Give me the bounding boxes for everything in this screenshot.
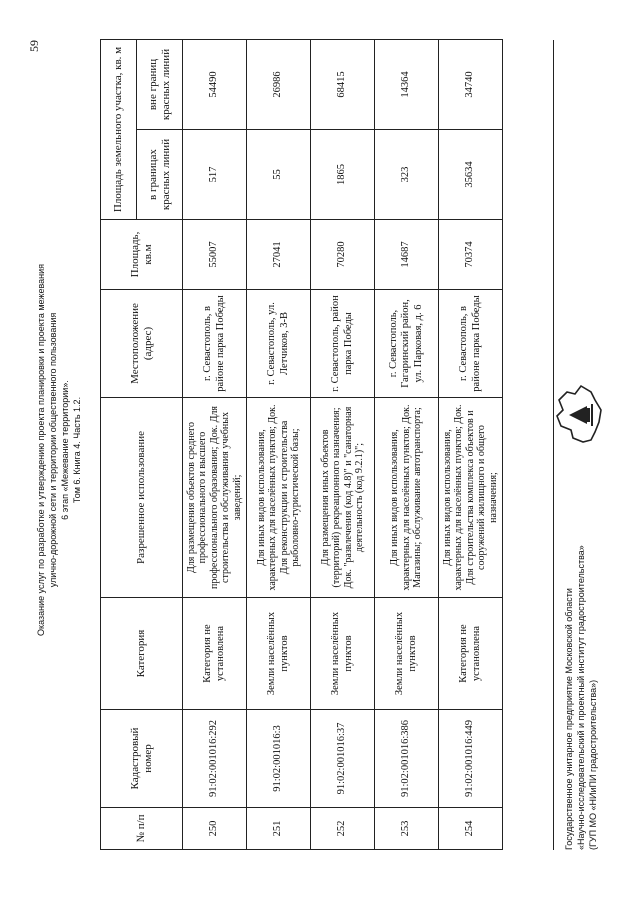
cell-num: 252	[311, 808, 375, 850]
cell-cadastral: 91:02:001016:292	[183, 710, 247, 808]
cell-area: 55007	[183, 220, 247, 290]
cell-usage: Для размещения объектов среднего профессионального и высшего профессионального образования; Док. Для строительства и обслуживания учебных заведений;	[183, 398, 247, 598]
cell-area: 70374	[439, 220, 503, 290]
cell-cadastral: 91:02:001016:386	[375, 710, 439, 808]
header-location: Местоположение (адрес)	[101, 290, 183, 398]
cell-num: 254	[439, 808, 503, 850]
table-row	[375, 39, 439, 849]
cell-area: 70280	[311, 220, 375, 290]
footer-line-1: Государственное унитарное предприятие Московской области	[564, 588, 574, 850]
cell-location: г. Севастополь, ул. Летчиков, 3-В	[247, 290, 311, 398]
cell-category: Земли населённых пунктов	[375, 598, 439, 710]
table-row	[247, 39, 311, 849]
institute-logo-icon	[545, 380, 607, 450]
header-usage: Разрешенное использование	[101, 398, 183, 598]
footer-line-3: (ГУП МО «НИиПИ градостроительства»)	[588, 679, 598, 850]
table-row	[183, 39, 247, 849]
cell-outside: 54490	[183, 39, 247, 129]
page-number: 59	[27, 40, 41, 52]
cell-category: Категория не установлена	[183, 598, 247, 710]
table-row	[439, 39, 503, 849]
header-line-2: улично-дорожной сети и территории общественного пользования	[48, 312, 58, 588]
document-header	[35, 90, 83, 810]
header-inside-red-lines: в границах красных линий	[137, 130, 183, 220]
cell-outside: 68415	[311, 39, 375, 129]
header-line-3: 6 этап «Межевание территории».	[60, 380, 70, 520]
cell-inside: 323	[375, 130, 439, 220]
document-footer	[563, 545, 599, 850]
cell-inside: 55	[247, 130, 311, 220]
cell-inside: 517	[183, 130, 247, 220]
document-page	[15, 20, 615, 880]
cell-num: 250	[183, 808, 247, 850]
header-area: Площадь, кв.м	[101, 220, 183, 290]
header-line-4: Том 6. Книга 4. Часть 1.2.	[72, 396, 82, 504]
cell-cadastral: 91:02:001016:37	[311, 710, 375, 808]
cell-inside: 1865	[311, 130, 375, 220]
header-outside-red-lines: вне границ красных линий	[137, 39, 183, 129]
cell-outside: 34740	[439, 39, 503, 129]
cell-usage: Для иных видов использования, характерных для населённых пунктов; Док. Магазины; обслуживание автотранспорта;	[375, 398, 439, 598]
cell-location: г. Севастополь, Гагаринский район, ул. Парковая, д. 6	[375, 290, 439, 398]
header-category: Категория	[101, 598, 183, 710]
cell-location: г. Севастополь, в районе парка Победы	[439, 290, 503, 398]
cell-area: 27041	[247, 220, 311, 290]
table-row	[311, 39, 375, 849]
cell-usage: Для иных видов использования, характерных для населённых пунктов; Док. Для строительства комплекса объектов и сооружений жилищного и общего назначения;	[439, 398, 503, 598]
cell-usage: Для размещения иных объектов (территорий) рекреационного назначения; Док. "развлечения (код 4.8)" и "санаторная деятельность (код 9.2.1)";	[311, 398, 375, 598]
cell-location: г. Севастополь, в районе парка Победы	[183, 290, 247, 398]
cell-category: Земли населённых пунктов	[311, 598, 375, 710]
cell-cadastral: 91:02:001016:449	[439, 710, 503, 808]
cell-cadastral: 91:02:001016:3	[247, 710, 311, 808]
header-num: № п/п	[101, 808, 183, 850]
cell-location: г. Севастополь, район парка Победы	[311, 290, 375, 398]
cell-area: 14687	[375, 220, 439, 290]
land-plots-table	[100, 39, 503, 850]
cell-outside: 26986	[247, 39, 311, 129]
cell-inside: 35634	[439, 130, 503, 220]
cell-category: Земли населённых пунктов	[247, 598, 311, 710]
header-cadastral: Кадастровый номер	[101, 710, 183, 808]
cell-num: 253	[375, 808, 439, 850]
cell-usage: Для иных видов использования, характерных для населённых пунктов; Док. Для реконструкции и строительства рыболовно-туристической базы;	[247, 398, 311, 598]
cell-num: 251	[247, 808, 311, 850]
header-line-1: Оказание услуг по разработке и утверждению проекта планировки и проекта межевания	[36, 263, 46, 637]
header-land-area: Площадь земельного участка, кв. м	[101, 39, 137, 219]
cell-outside: 14364	[375, 39, 439, 129]
cell-category: Категория не установлена	[439, 598, 503, 710]
footer-line-2: «Научно-исследовательский и проектный институт градостроительства»	[576, 545, 586, 850]
